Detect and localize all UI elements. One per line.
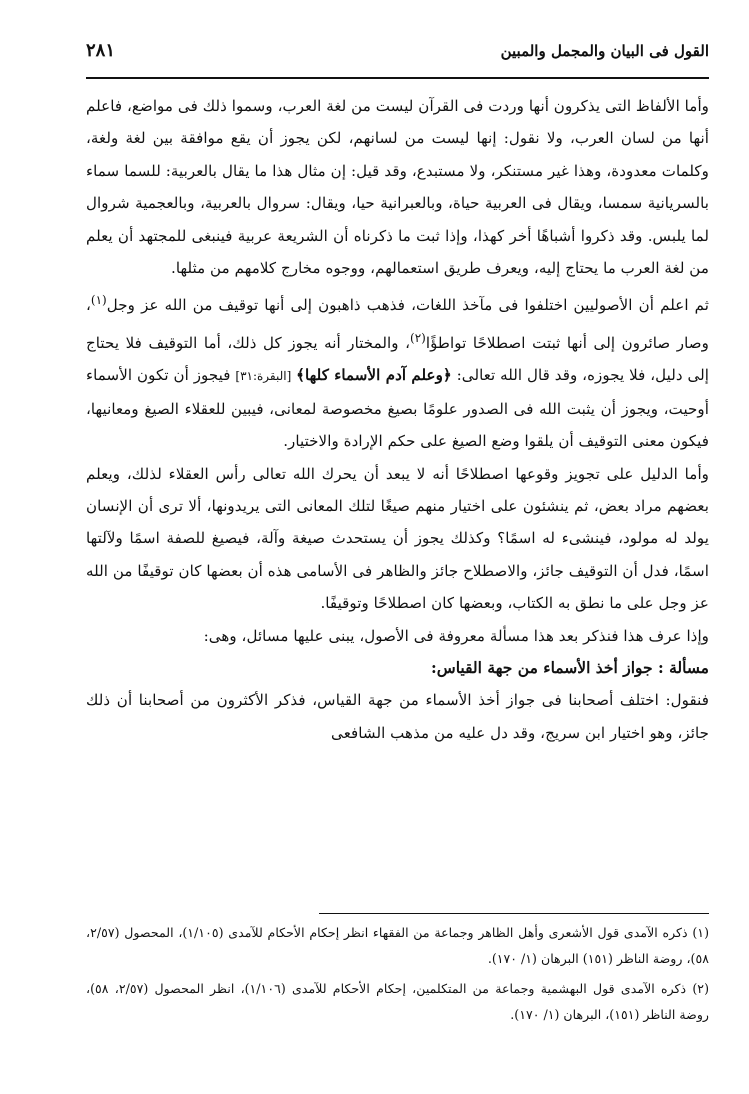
footnote-1: (١) ذكره الآمدى قول الأشعرى وأهل الظاهر وجماعة من الفقهاء انظر إحكام الأحكام للآمدى (١/١٠٥)، المحصول (٢/٥٧، ٥٨)، روضة الناظر (١٥١) البرهان (١/ ١٧٠). <box>86 925 709 966</box>
footnote-2: (٢) ذكره الآمدى قول البهشمية وجماعة من المتكلمين، إحكام الأحكام للآمدى (١/١٠٦)، انظر المحصول (٢/٥٧، ٥٨)، روضة الناظر (١٥١)، البرهان (١/ ١٧٠). <box>86 981 709 1022</box>
paragraph-5: فنقول: اختلف أصحابنا فى جواز أخذ الأسماء من جهة القياس، فذكر الأكثرون من أصحابنا أن ذلك جائز، وهو اختيار ابن سريج، وقد دل عليه من مذهب الشافعى <box>86 691 709 742</box>
footnote-ref-2[interactable]: (٢) <box>410 330 426 345</box>
paragraph-2-part-b: ، وصار صائرون إلى أنها ثبتت اصطلاحًا تواطؤًا <box>86 296 709 352</box>
paragraph-2-part-c: ، والمختار أنه يجوز كل ذلك، أما التوقيف فلا يحتاج إلى دليل، فلا يجوزه، وقد قال الله تعالى: <box>86 333 709 385</box>
footnotes <box>86 920 709 1032</box>
paragraph-3: وأما الدليل على تجويز وقوعها اصطلاحًا أنه لا يبعد أن يحرك الله تعالى رأس العقلاء لذلك، ويعلم بعضهم مراد بعض، ثم ينشئون على اختيار منهم صيغًا لتلك المعانى التى يريدونها، ألا ترى أن الإنسان يولد له مولود، فينشىء له اسمًا؟ وكذلك يجوز أن يستحدث صيغة وآلة، فيصيغ للصفة اسمًا ولآلتها اسمًا، فدل أن التوقيف جائز، والاصطلاح جائز والظاهر فى الأسامى هذه أن بعضها كان توقيفًا من الله عز وجل على ما نطق به الكتاب، وبعضها كان اصطلاحًا وتوقيفًا. <box>86 464 709 613</box>
verse-citation: [البقرة:٣١] <box>235 369 292 384</box>
paragraph-2-part-d: فيجوز أن تكون الأسماء أوحيت، ويجوز أن يثبت الله فى الصدور علومًا بصيغ مخصوصة لمعانى، فيبين للعقلاء الصيغ ومعانيها، فيكون معنى التوقيف أن يلقوا وضع الصيغ على حكم الإرادة والاختيار. <box>86 366 709 451</box>
paragraph-1: وأما الألفاظ التى يذكرون أنها وردت فى القرآن ليست من لغة العرب، وسموا ذلك فى مواضع، فاعلم أنها من لسان العرب، ولا نقول: إنها ليست من لسانهم، لكن يجوز أن يقع موافقة بين لغة ولغة، وكلمات معدودة، وهذا غير مستنكر، ولا مستبدع، وقد قيل: إن مثال هذا ما يقال بالعربية: للسما سماء بالسريانية سمسا، ويقال فى العربية حياة، وبالعبرانية حيا، ويقال: سروال بالعربية، وبالعجمية شروال لما يلبس. وقد ذكروا أشباهًا أخر كهذا، وإذا ثبت ما ذكرناه أن الشريعة عربية فينبغى للمجتهد أن يعلم من لغة العرب ما يحتاج إليه، ويعرف طريق استعمالهم، ووجوه مخارج كلامهم من مثلها. <box>86 97 709 278</box>
running-title: القول فى البيان والمجمل والمبين <box>500 42 709 60</box>
paragraph-2 <box>86 284 709 457</box>
footnote-rule <box>319 913 709 914</box>
section-heading: مسألة : جواز أخذ الأسماء من جهة القياس: <box>431 658 709 678</box>
paragraph-2-part-a: ثم اعلم أن الأصوليين اختلفوا فى مآخذ اللغات، فذهب ذاهبون إلى أنها توقيف من الله عز وجل <box>106 296 709 315</box>
page-number: ٢٨١ <box>86 40 116 61</box>
quran-verse: ﴿وعلم آدم الأسماء كلها﴾ <box>296 366 452 385</box>
main-text <box>86 90 709 749</box>
paragraph-4: وإذا عرف هذا فنذكر بعد هذا مسألة معروفة فى الأصول، يبنى عليها مسائل، وهى: <box>203 626 709 645</box>
header-rule <box>86 77 709 79</box>
running-header <box>86 34 709 74</box>
footnote-ref-1[interactable]: (١) <box>90 293 107 308</box>
